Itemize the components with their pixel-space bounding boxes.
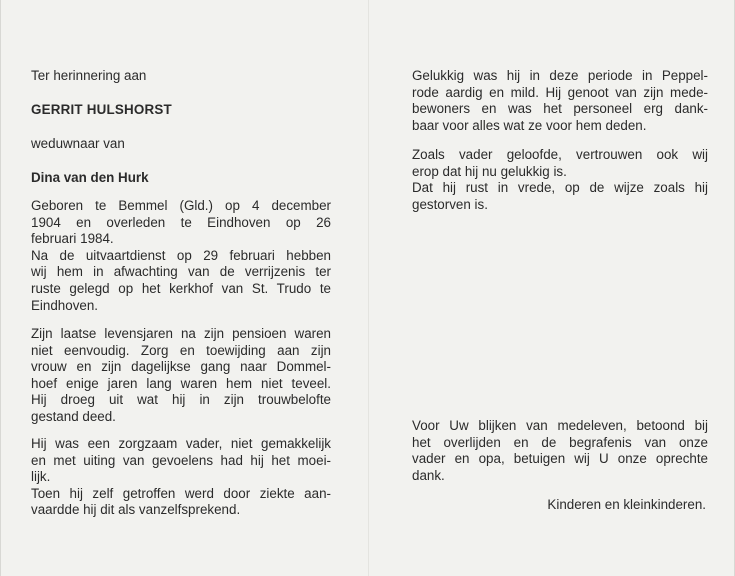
paragraph-line: Zoals vader geloofde, vertrouwen ook wij — [412, 147, 708, 162]
paragraph-line: Zijn laatse levensjaren na zijn pensioen waren — [31, 326, 331, 341]
paragraph-line: bewoners en was het personeel erg dank- — [412, 101, 708, 117]
thanks-paragraph — [412, 418, 708, 484]
later-years-paragraph — [31, 326, 331, 426]
paragraph-line: Toen hij zelf getroffen werd door ziekte aan- — [31, 485, 331, 501]
paragraph-line: Hij droeg uit wat hij in zijn trouwbelofte — [31, 392, 331, 408]
signature-text: Kinderen en kleinkinderen. — [547, 497, 706, 512]
paragraph-line: lijk. — [31, 469, 51, 485]
paragraph-line: vader en opa, betuigen wij U onze oprechte — [412, 451, 708, 467]
paragraph-line: Gelukkig was hij in deze periode in Peppel- — [412, 68, 708, 83]
paragraph-line: hoef enige jaren lang waren hem niet teveel. — [31, 375, 331, 391]
paragraph-line: erop dat hij nu gelukkig is. — [412, 163, 567, 179]
paragraph-line: vaardde hij dit als vanzelfsprekend. — [31, 502, 241, 518]
paragraph-line: wij hem in afwachting van de verrijzenis ter — [31, 264, 331, 280]
paragraph-line: dank. — [412, 467, 445, 483]
paragraph-line: Hij was een zorgzaam vader, niet gemakkelijk — [31, 436, 331, 451]
paragraph-line: februari 1984. — [31, 231, 114, 247]
paragraph-line: rode aardig en mild. Hij genoot van zijn mede- — [412, 84, 708, 100]
paragraph-line: Na de uitvaartdienst op 29 februari hebben — [31, 247, 331, 263]
intro-text: Ter herinnering aan — [31, 68, 147, 83]
paragraph-line: vrouw en zijn dagelijkse gang naar Dommel- — [31, 359, 331, 375]
paragraph-line: Dat hij rust in vrede, op de wijze zoals hij — [412, 180, 708, 196]
paragraph-line: het overlijden en de begrafenis van onze — [412, 434, 708, 450]
paragraph-line: Voor Uw blijken van medeleven, betoond bij — [412, 418, 708, 433]
spouse-name: Dina van den Hurk — [31, 170, 149, 185]
paragraph-line: niet eenvoudig. Zorg en toewijding aan zijn — [31, 342, 331, 358]
card-fold-line — [368, 0, 369, 576]
paragraph-line: baar voor alles wat ze voor hem deden. — [412, 117, 647, 133]
biography-paragraph — [31, 198, 331, 314]
relation-text: weduwnaar van — [31, 136, 125, 151]
paragraph-line: en met uiting van gevoelens had hij het moei- — [31, 452, 331, 468]
paragraph-line: 1904 en overleden te Eindhoven op 26 — [31, 214, 331, 230]
paragraph-line: Geboren te Bemmel (Gld.) op 4 december — [31, 198, 331, 213]
faith-paragraph — [412, 147, 708, 213]
paragraph-line: ruste gelegd op het kerkhof van St. Trudo te — [31, 280, 331, 296]
character-paragraph — [31, 436, 331, 519]
paragraph-line: gestorven is. — [412, 196, 488, 212]
paragraph-line: Eindhoven. — [31, 297, 99, 313]
final-years-paragraph — [412, 68, 708, 134]
deceased-name: GERRIT HULSHORST — [31, 102, 172, 117]
paragraph-line: gestand deed. — [31, 408, 116, 424]
